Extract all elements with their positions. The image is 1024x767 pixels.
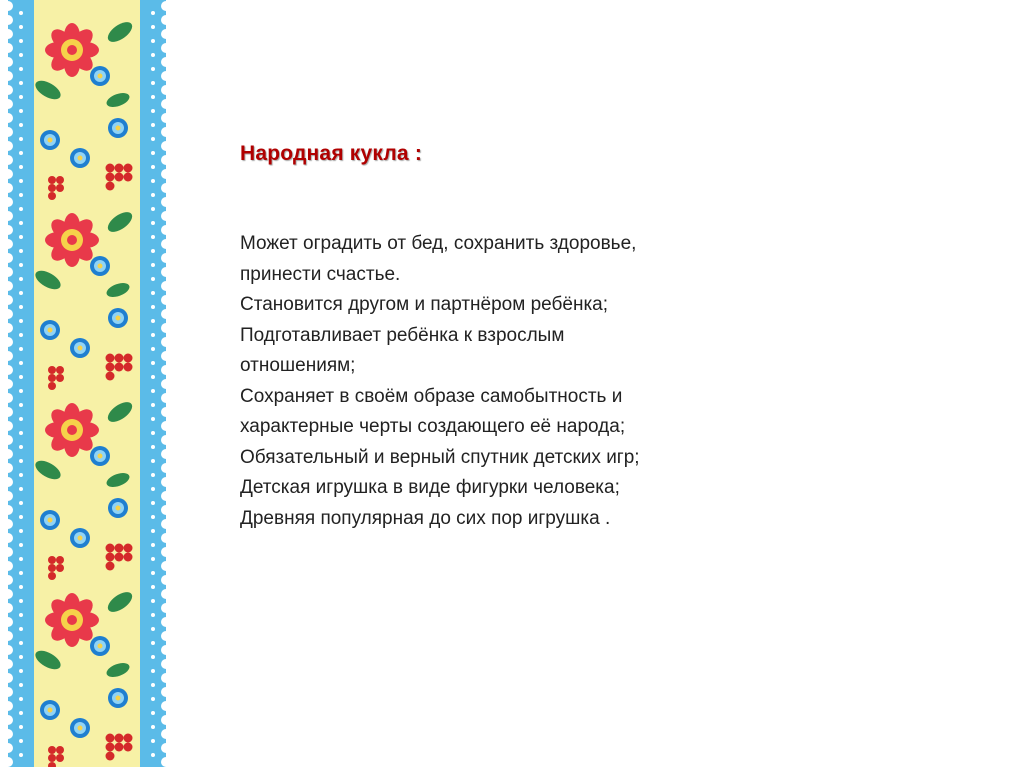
text-line: принести счастье. — [240, 263, 401, 285]
text-line: Детская игрушка в виде фигурки человека; — [240, 477, 620, 498]
text-line: Подготавливает ребёнка к взрослым — [240, 324, 565, 346]
text-line: Может оградить от бед, сохранить здоровье, — [240, 233, 637, 254]
slide-title: Народная кукла : — [240, 142, 423, 165]
text-line: Становится другом и партнёром ребёнка; — [240, 294, 609, 315]
text-line: Обязательный и верный спутник детских игр; — [240, 446, 640, 468]
folk-floral-border-icon — [0, 0, 190, 767]
text-line: Сохраняет в своём образе самобытность и — [240, 385, 623, 407]
text-line: отношениям; — [240, 355, 356, 376]
text-line: характерные черты создающего её народа; — [240, 416, 626, 437]
slide-body-text — [240, 229, 800, 534]
text-line: Древняя популярная до сих пор игрушка . — [240, 507, 611, 529]
